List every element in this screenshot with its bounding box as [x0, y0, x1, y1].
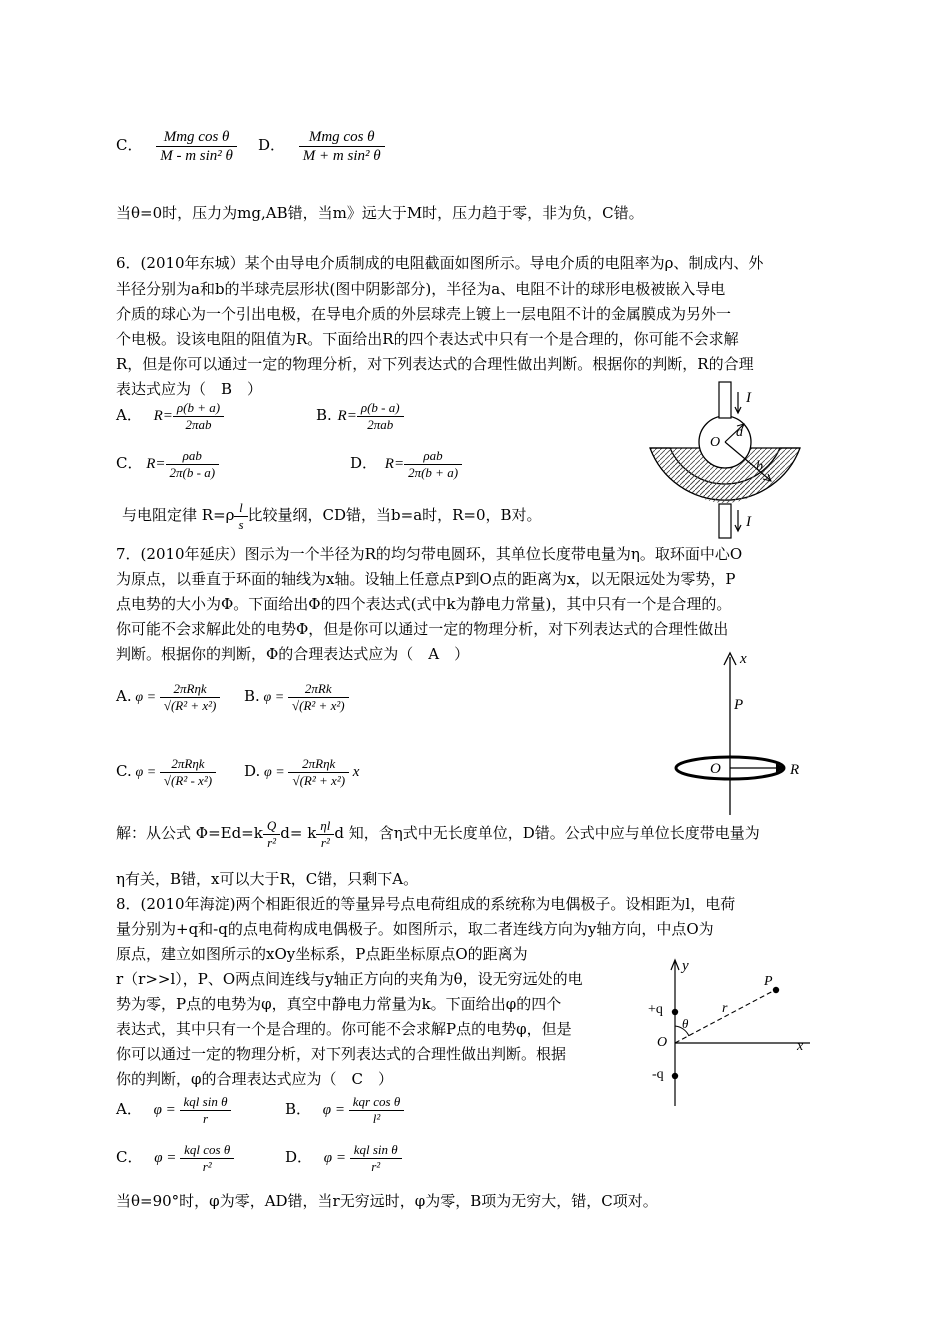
q8-line-4: r（r>>l），P、O两点间连线与y轴正方向的夹角为θ，设无穷远处的电: [116, 970, 583, 988]
q7-line-1: 7．(2010年延庆）图示为一个半径为R的均匀带电圆环，其单位长度带电量为η。取环面中心O: [116, 545, 743, 563]
q7-explanation-line-1: 解：从公式 Φ=Ed=k $\frac{Q}{\text{r²}}$ d= k $\frac{\eta l}{\text{r²}}$ d 知，含η式中无长度单位，D错。公式中应与单位长度带电量为: [116, 818, 760, 850]
q8-line-6: 表达式，其中只有一个是合理的。你可能不会求解P点的电势φ，但是: [116, 1020, 572, 1038]
q7-option-b: B. φ = $\frac{\text{2πRk}}{\text{√(R² + x²)}}$: [244, 681, 349, 714]
q7-line-3: 点电势的大小为Φ。下面给出Φ的四个表达式(式中k为静电力常量)，其中只有一个是合理的。: [116, 595, 732, 613]
q6-line-5: R，但是你可以通过一定的物理分析，对下列表达式的合理性做出判断。根据你的判断，R的合理: [116, 355, 754, 373]
q7-option-a-fraction: $\frac{\text{2πRηk}}{\text{√(R² + x²)}}$: [160, 681, 221, 714]
q6-line-6: 表达式应为（ B ）: [116, 380, 263, 398]
q8-fig-r: r: [722, 1001, 728, 1016]
q6-option-b-fraction: $\frac{\rho(b - a)}{\text{2πab}}$: [357, 400, 404, 433]
q6-option-c: C． R= $\frac{\text{ρab}}{2\pi(b - a)}$: [116, 448, 219, 481]
q5-option-c-fraction: $\frac{\text{Mmg cos θ}}{\text{M - m sin² θ}}$: [156, 128, 237, 165]
q8-fig-theta: θ: [682, 1016, 689, 1031]
q6-fig-O: O: [710, 435, 721, 450]
q8-fig-y: y: [682, 958, 689, 974]
q6-hemisphere-figure: [640, 380, 810, 540]
q8-option-d-fraction: $\frac{\text{kql sin θ}}{\text{r²}}$: [350, 1142, 402, 1175]
q7-fig-O: O: [710, 761, 721, 777]
q7-line-4: 你可能不会求解此处的电势Φ，但是你可以通过一定的物理分析，对下列表达式的合理性做出: [116, 620, 729, 638]
q7-fig-R: R: [790, 762, 800, 778]
q8-dipole-figure: [640, 950, 820, 1110]
q8-point-P: [773, 987, 779, 993]
q7-option-b-fraction: $\frac{\text{2πRk}}{\text{√(R² + x²)}}$: [288, 681, 349, 714]
q8-charge-plus: [672, 1009, 678, 1015]
q8-fig-minus-q: -q: [652, 1067, 664, 1082]
q6-line-2: 半径分别为a和b的半球壳层形状(图中阴影部分)，半径为a、电阻不计的球形电极被嵌入导电: [116, 280, 726, 298]
q6-option-a: A． R= $\frac{\rho(b + a)}{\text{2πab}}$: [116, 400, 224, 433]
q7-fig-P: P: [734, 697, 744, 713]
q6-option-a-fraction: $\frac{\rho(b + a)}{\text{2πab}}$: [173, 400, 224, 433]
q7-ring-figure: [660, 645, 810, 820]
q7-option-d: D. φ = $\frac{\text{2πRηk}}{\text{√(R² + x²)}}$ x: [244, 756, 360, 788]
q8-line-7: 你可以通过一定的物理分析，对下列表达式的合理性做出判断。根据: [116, 1045, 567, 1063]
q8-option-a: A． φ = $\frac{\text{kql sin θ}}{r}$: [116, 1094, 231, 1127]
q6-option-d: D． R= $\frac{\text{ρab}}{2\pi(b + a)}$: [350, 448, 462, 481]
q6-line-4: 个电极。设该电阻的阻值为R。下面给出R的四个表达式中只有一个是合理的，你可能不会求解: [116, 330, 739, 348]
q7-explanation-fraction-2: $\frac{\eta l}{\text{r²}}$: [316, 818, 334, 851]
q6-fig-a: a: [736, 425, 743, 440]
q5-explanation: 当θ=0时，压力为mg,AB错，当m》远大于M时，压力趋于零，非为负，C错。: [116, 204, 644, 222]
q8-option-b-fraction: $\frac{\text{kqr cos θ}}{\text{l²}}$: [349, 1094, 405, 1127]
q5-option-d-label: D．: [258, 135, 286, 154]
q5-option-c: [116, 128, 237, 165]
q8-option-c: C． φ = $\frac{\text{kql cos θ}}{\text{r²}}$: [116, 1142, 234, 1175]
q8-fig-P: P: [764, 974, 773, 989]
q5-option-d-fraction: $\frac{\text{Mmg cos θ}}{\text{M + m sin² θ}}$: [299, 128, 385, 165]
q8-line-1: 8．(2010年海淀)两个相距很近的等量异号点电荷组成的系统称为电偶极子。设相距为l，电荷: [116, 895, 736, 913]
q6-fig-b: b: [756, 459, 763, 474]
q8-line-3: 原点，建立如图所示的xOy坐标系，P点距坐标原点O的距离为: [116, 945, 528, 963]
q6-explanation: 与电阻定律 R=ρ $\frac{l}{s}$ 比较量纲，CD错，当b=a时，R=0，B对。: [122, 500, 542, 532]
q6-explanation-fraction: $\frac{l}{s}$: [234, 500, 247, 533]
q8-option-a-fraction: $\frac{\text{kql sin θ}}{r}$: [180, 1094, 232, 1127]
q8-option-d: D． φ = $\frac{\text{kql sin θ}}{\text{r²}}$: [285, 1142, 402, 1175]
q8-fig-x: x: [797, 1039, 804, 1054]
q7-option-c-fraction: $\frac{\text{2πRηk}}{\text{√(R² - x²)}}$: [160, 756, 216, 789]
q5-option-c-label: C．: [116, 135, 143, 154]
q7-line-5: 判断。根据你的判断，Φ的合理表达式应为（ A ）: [116, 645, 470, 663]
q7-option-a: A. φ = $\frac{\text{2πRηk}}{\text{√(R² + x²)}}$: [116, 681, 220, 714]
q7-explanation-fraction-1: $\frac{Q}{\text{r²}}$: [263, 818, 280, 851]
q7-option-c: C. φ = $\frac{\text{2πRηk}}{\text{√(R² - x²)}}$: [116, 756, 216, 789]
q8-fig-O: O: [657, 1035, 668, 1050]
q7-fig-x: x: [740, 651, 747, 667]
q6-fig-I-bottom: I: [746, 514, 751, 530]
q7-option-d-fraction: $\frac{\text{2πRηk}}{\text{√(R² + x²)}}$: [288, 756, 349, 789]
q8-fig-plus-q: +q: [648, 1002, 663, 1017]
q6-option-d-fraction: $\frac{\text{ρab}}{2\pi(b + a)}$: [404, 448, 462, 481]
q8-line-8: 你的判断，φ的合理表达式应为（ C ）: [116, 1070, 393, 1088]
q6-line-1: 6．(2010年东城）某个由导电介质制成的电阻截面如图所示。导电介质的电阻率为ρ、制成内、外: [116, 254, 764, 272]
q7-line-2: 为原点，以垂直于环面的轴线为x轴。设轴上任意点P到O点的距离为x，以无限远处为零势，P: [116, 570, 736, 588]
q5-option-d: [258, 128, 385, 165]
q6-fig-I-top: I: [746, 390, 751, 406]
q8-line-2: 量分别为+q和-q的点电荷构成电偶极子。如图所示，取二者连线方向为y轴方向，中点O为: [116, 920, 714, 938]
q6-option-b: B. R= $\frac{\rho(b - a)}{\text{2πab}}$: [316, 400, 404, 433]
q8-option-c-fraction: $\frac{\text{kql cos θ}}{\text{r²}}$: [180, 1142, 234, 1175]
q8-explanation: 当θ=90°时，φ为零，AD错，当r无穷远时，φ为零，B项为无穷大，错，C项对。: [116, 1192, 658, 1210]
q8-line-5: 势为零，P点的电势为φ，真空中静电力常量为k。下面给出φ的四个: [116, 995, 562, 1013]
q8-option-b: B． φ = $\frac{\text{kqr cos θ}}{\text{l²}}$: [285, 1094, 404, 1127]
q8-charge-minus: [672, 1073, 678, 1079]
q7-explanation-line-2: η有关，B错，x可以大于R，C错，只剩下A。: [116, 870, 419, 888]
q6-line-3: 介质的球心为一个引出电极，在导电介质的外层球壳上镀上一层电阻不计的金属膜成为另外一: [116, 305, 732, 323]
q6-option-c-fraction: $\frac{\text{ρab}}{2\pi(b - a)}$: [166, 448, 220, 481]
